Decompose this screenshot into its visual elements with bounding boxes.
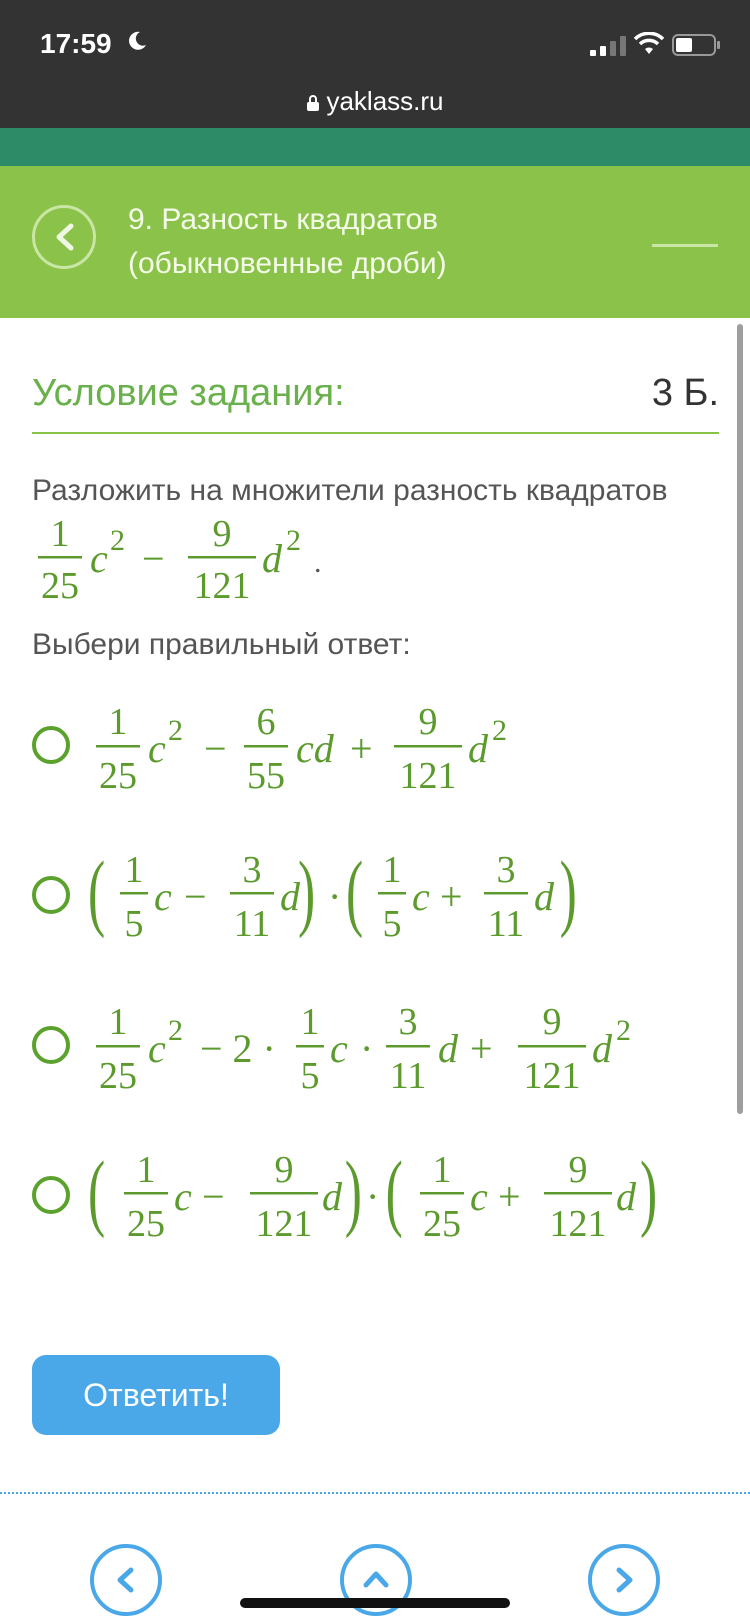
svg-text:(: (	[88, 1144, 106, 1240]
svg-text:): )	[298, 844, 316, 940]
svg-text:−: −	[184, 874, 207, 919]
svg-text:9: 9	[274, 1149, 294, 1191]
lock-icon	[306, 95, 320, 111]
svg-text:c: c	[412, 874, 430, 919]
svg-text:c: c	[330, 1026, 348, 1071]
chevron-right-icon	[610, 1566, 638, 1594]
svg-text:121: 121	[549, 1203, 607, 1245]
svg-text:5: 5	[300, 1055, 320, 1096]
signal-icon	[590, 36, 628, 56]
svg-text:2: 2	[492, 714, 507, 747]
var-c: c	[90, 536, 108, 581]
moon-icon	[126, 30, 148, 52]
svg-text:121: 121	[523, 1055, 581, 1096]
svg-text:25: 25	[423, 1203, 461, 1245]
svg-text:11: 11	[487, 903, 525, 945]
task-heading: Условие задания:	[32, 372, 345, 414]
svg-text:3: 3	[398, 1001, 418, 1043]
battery-icon	[672, 34, 722, 56]
task-prompt: Разложить на множители разность квадратов	[32, 474, 668, 507]
svg-text:11: 11	[389, 1055, 427, 1096]
chevron-up-icon	[362, 1566, 390, 1594]
submit-answer-button[interactable]: Ответить!	[32, 1355, 280, 1435]
var-d: d	[262, 536, 282, 581]
svg-text:9: 9	[568, 1149, 588, 1191]
svg-text:1: 1	[124, 849, 144, 891]
svg-text:9: 9	[418, 701, 438, 743]
svg-text:1: 1	[382, 849, 402, 891]
svg-text:d: d	[592, 1026, 612, 1071]
svg-text:d: d	[438, 1026, 458, 1071]
option-2-text: (1/5 c − 3/11 d)·(1/5 c + 3/11 d)	[88, 840, 101, 841]
svg-text:·: ·	[360, 1026, 374, 1071]
svg-text:·: ·	[328, 874, 342, 919]
option-1-expression[interactable]	[88, 696, 548, 796]
svg-text:1: 1	[136, 1149, 156, 1191]
svg-text:cd: cd	[296, 726, 334, 771]
svg-text:9: 9	[542, 1001, 562, 1043]
svg-text:3: 3	[496, 849, 516, 891]
exponent: 2	[110, 524, 125, 557]
exponent: 2	[286, 524, 301, 557]
status-bar	[0, 0, 750, 128]
svg-text:c: c	[174, 1174, 192, 1219]
svg-text:+: +	[350, 726, 373, 771]
option-2-expression[interactable]	[88, 840, 608, 950]
svg-text:2: 2	[616, 1014, 631, 1047]
header-progress-line	[652, 244, 718, 247]
svg-text:2: 2	[168, 1014, 183, 1047]
status-time: 17:59	[40, 28, 112, 59]
home-indicator[interactable]	[240, 1598, 510, 1608]
option-radio-3[interactable]	[32, 1026, 70, 1064]
svg-text:11: 11	[233, 903, 271, 945]
svg-text:3: 3	[242, 849, 262, 891]
svg-text:+: +	[498, 1174, 521, 1219]
svg-text:55: 55	[247, 755, 285, 796]
url-text: yaklass.ru	[326, 86, 444, 116]
svg-text:121: 121	[255, 1203, 313, 1245]
top-band	[0, 128, 750, 166]
svg-text:d: d	[280, 874, 300, 919]
frac-num: 9	[212, 513, 232, 555]
svg-text:1: 1	[432, 1149, 452, 1191]
minus-sign: −	[142, 536, 165, 581]
svg-text:−: −	[202, 1174, 225, 1219]
prev-task-button[interactable]	[90, 1544, 162, 1616]
svg-text:(: (	[385, 1144, 403, 1240]
svg-text:d: d	[468, 726, 488, 771]
svg-text:c: c	[470, 1174, 488, 1219]
svg-text:+: +	[440, 874, 463, 919]
svg-text:d: d	[534, 874, 554, 919]
svg-text:c: c	[148, 1026, 166, 1071]
svg-text:− 2 ·: − 2 ·	[200, 1026, 276, 1071]
task-header	[32, 372, 719, 434]
svg-text:5: 5	[382, 903, 402, 945]
svg-text:): )	[559, 844, 577, 940]
svg-text:25: 25	[127, 1203, 165, 1245]
task-expression	[30, 508, 350, 606]
frac-den: 25	[41, 565, 79, 606]
choose-prompt: Выбери правильный ответ:	[32, 628, 411, 661]
svg-text:25: 25	[99, 1055, 137, 1096]
wifi-icon	[634, 32, 664, 56]
svg-text:5: 5	[124, 903, 144, 945]
chevron-left-icon	[112, 1566, 140, 1594]
svg-text:c: c	[154, 874, 172, 919]
option-radio-1[interactable]	[32, 726, 70, 764]
svg-text:121: 121	[399, 755, 457, 796]
back-button[interactable]	[32, 205, 96, 269]
scrollbar[interactable]	[737, 324, 743, 1114]
option-4-expression[interactable]	[88, 1140, 698, 1250]
option-1-text: 1/25 c² − 6/55 cd + 9/121 d²	[88, 696, 100, 697]
divider	[0, 1492, 750, 1494]
address-bar[interactable]	[0, 86, 750, 117]
svg-text:−: −	[204, 726, 227, 771]
task-points: 3 Б.	[651, 372, 719, 414]
svg-text:d: d	[616, 1174, 636, 1219]
svg-text:6: 6	[256, 701, 276, 743]
svg-text:1: 1	[108, 1001, 128, 1043]
option-radio-4[interactable]	[32, 1176, 70, 1214]
option-3-expression[interactable]	[88, 996, 668, 1096]
next-task-button[interactable]	[588, 1544, 660, 1616]
option-3-text: 1/25 c² − 2 · 1/5 c · 3/11 d + 9/121 d²	[88, 996, 103, 997]
frac-den: 121	[193, 565, 251, 606]
svg-text:): )	[344, 1144, 362, 1240]
lesson-title: 9. Разность квадратов (обыкновенные дроби)	[128, 203, 447, 280]
period: .	[314, 546, 322, 579]
svg-text:1: 1	[300, 1001, 320, 1043]
svg-text:c: c	[148, 726, 166, 771]
svg-text:·: ·	[366, 1174, 380, 1219]
svg-text:d: d	[322, 1174, 342, 1219]
frac-num: 1	[50, 513, 70, 555]
chevron-left-icon	[51, 222, 79, 252]
svg-text:): )	[640, 1144, 658, 1240]
svg-text:(: (	[346, 844, 364, 940]
svg-text:+: +	[470, 1026, 493, 1071]
option-4-text: (1/25 c − 9/121 d)·(1/25 c + 9/121 d)	[88, 1140, 103, 1141]
option-radio-2[interactable]	[32, 876, 70, 914]
svg-text:2: 2	[168, 714, 183, 747]
svg-text:1: 1	[108, 701, 128, 743]
svg-text:(: (	[88, 844, 106, 940]
svg-text:25: 25	[99, 755, 137, 796]
